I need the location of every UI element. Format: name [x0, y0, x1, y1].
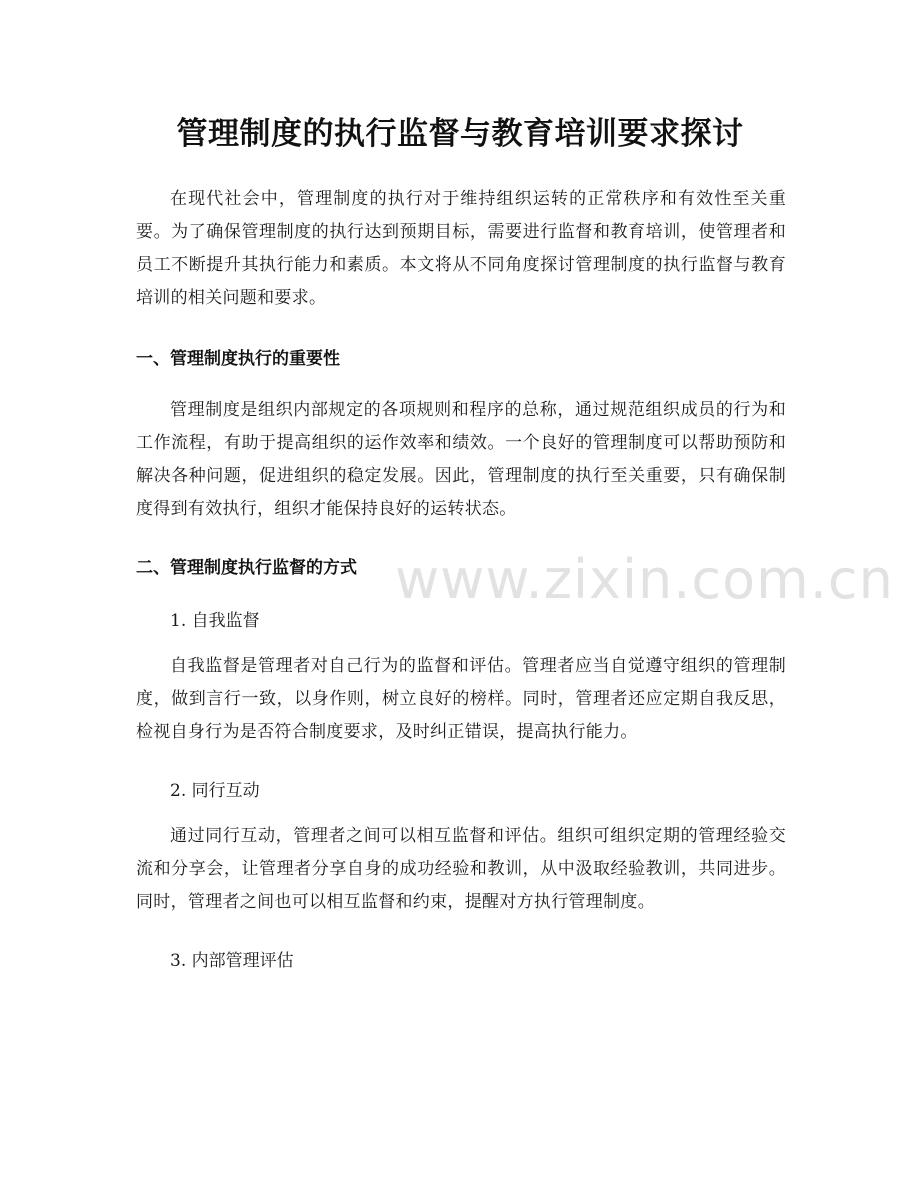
subsection-2-paragraph: 通过同行互动，管理者之间可以相互监督和评估。组织可组织定期的管理经验交流和分享会，让管理者分享自身的成功经验和教训，从中汲取经验教训，共同进步。同时，管理者之间也可以相互监督和约束，提醒对方执行管理制度。	[136, 826, 786, 912]
section-1-heading: 一、管理制度执行的重要性	[136, 349, 340, 369]
intro-paragraph: 在现代社会中，管理制度的执行对于维持组织运转的正常秩序和有效性至关重要。为了确保管理制度的执行达到预期目标，需要进行监督和教育培训，使管理者和员工不断提升其执行能力和素质。本文将从不同角度探讨管理制度的执行监督与教育培训的相关问题和要求。	[136, 189, 786, 308]
section-2-heading: 二、管理制度执行监督的方式	[136, 558, 357, 578]
subsection-3-label: 3. 内部管理评估	[170, 951, 294, 971]
section-1-paragraph: 管理制度是组织内部规定的各项规则和程序的总称，通过规范组织成员的行为和工作流程，有助于提高组织的运作效率和绩效。一个良好的管理制度可以帮助预防和解决各种问题，促进组织的稳定发展。因此，管理制度的执行至关重要，只有确保制度得到有效执行，组织才能保持良好的运转状态。	[136, 400, 786, 519]
watermark: www.zixin.com.cn	[395, 548, 894, 611]
subsection-1-paragraph: 自我监督是管理者对自己行为的监督和评估。管理者应当自觉遵守组织的管理制度，做到言行一致，以身作则，树立良好的榜样。同时，管理者还应定期自我反思，检视自身行为是否符合制度要求，及时纠正错误，提高执行能力。	[136, 656, 786, 742]
document-title: 管理制度的执行监督与教育培训要求探讨	[176, 116, 744, 152]
subsection-2-label: 2. 同行互动	[170, 781, 260, 801]
subsection-1-label: 1. 自我监督	[170, 611, 260, 631]
